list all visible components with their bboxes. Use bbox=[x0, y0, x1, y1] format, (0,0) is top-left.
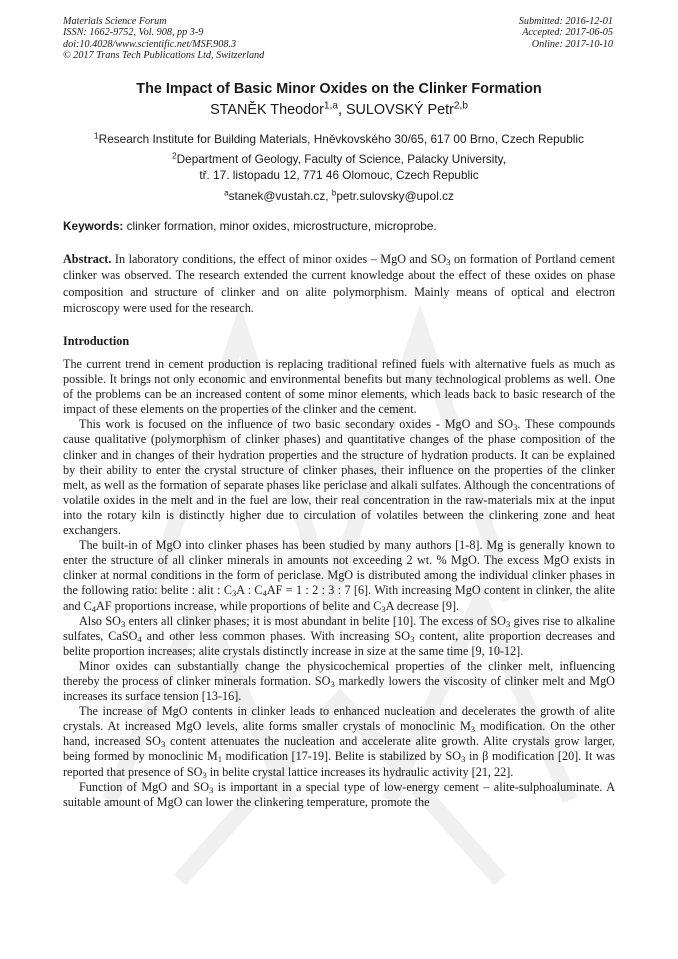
dates-header bbox=[519, 16, 613, 50]
text: Minor oxides can substantially change the physicochemical properties of the clinker melt, influencing thereby the process of clinker minerals formation. SO bbox=[63, 658, 615, 688]
authors bbox=[0, 102, 678, 118]
email-b: petr.sulovsky@upol.cz bbox=[336, 189, 454, 203]
subscript: 1 bbox=[217, 754, 222, 765]
text: Function of MgO and SO bbox=[79, 779, 210, 794]
author-2-sup: 2,b bbox=[453, 100, 468, 112]
affiliation-2-line2: tř. 17. listopadu 12, 771 46 Olomouc, Czech Republic bbox=[199, 168, 479, 182]
text: A decrease [9]. bbox=[385, 598, 460, 613]
author-1-sup: 1,a bbox=[323, 100, 338, 112]
text: in belite crystal lattice increases its hydraulic activity [21, 22]. bbox=[206, 764, 514, 779]
keywords-text: clinker formation, minor oxides, microstructure, microprobe. bbox=[123, 219, 437, 233]
subscript: 3 bbox=[202, 769, 207, 780]
keywords bbox=[63, 219, 615, 233]
text: enters all clinker phases; it is most abundant in belite [10]. The excess of SO bbox=[125, 613, 506, 628]
abstract-text: on formation of Portland cement clinker was observed. The research extended the current knowledge about the effect of these oxides on phase composition and structure of clinker and on alite polymorphism. Mainly means of optical and electron microscopy were used for the research. bbox=[63, 252, 615, 315]
text: . These compounds cause qualitative (polymorphism of clinker phases) and quantitative changes of the phase composition of the clinker and in changes of their hydration properties and the structure of hydration products. It can be explained by their ability to enter the crystal structure of clinker phases, their influence on the properties of the clinker melt, as well as the formation of separate phases like periclase and alkali sulfates. Although the concentrations of volatile oxides in the melt and in the fuel are low, their real concentration in the raw-materials mix at the input into the rotary kiln is distinctly higher due to circulation of volatiles between the clinkering zone and heat exchangers. bbox=[63, 417, 615, 538]
subscript: 3 bbox=[231, 588, 237, 599]
author-emails bbox=[0, 189, 678, 203]
text: gives rise to alkaline sulfates, CaSO bbox=[63, 613, 615, 643]
subscript: 3 bbox=[461, 754, 466, 765]
text: The increase of MgO contents in clinker leads to enhanced nucleation and decelerates the growth of alite crystals. At increased MgO levels, alite forms smaller crystals of monoclinic M bbox=[63, 704, 615, 734]
text: A : C bbox=[236, 583, 263, 598]
issn: ISSN: 1662-9752, Vol. 908, pp 3-9 bbox=[63, 27, 204, 39]
subscript: 3 bbox=[381, 603, 386, 614]
author-2: SULOVSKÝ Petr bbox=[345, 102, 454, 118]
subscript: 4 bbox=[262, 588, 267, 599]
paragraph-7 bbox=[63, 780, 615, 810]
subscript: 3 bbox=[160, 739, 166, 750]
text: content, alite proportion decreases and belite proportion increases; alite crystals distinctly increase in size at the same time [9, 10-12]. bbox=[63, 628, 615, 658]
submitted-date: Submitted: 2016-12-01 bbox=[518, 16, 613, 27]
text: This work is focused on the influence of two basic secondary oxides - MgO and SO bbox=[79, 417, 514, 432]
text: AF = 1 : 2 : 3 : 7 [6]. With increasing MgO content in clinker, the alite and C bbox=[63, 583, 615, 613]
affiliation-2-line1: Department of Geology, Faculty of Science, Palacky University, bbox=[176, 152, 506, 166]
text: AF proportions increase, while proportions of belite and C bbox=[96, 598, 382, 613]
doi: doi:10.4028/www.scientific.net/MSF.908.3 bbox=[63, 38, 237, 50]
author-1: STANĚK Theodor bbox=[210, 102, 324, 118]
copyright: © 2017 Trans Tech Publications Ltd, Switzerland bbox=[63, 49, 265, 61]
accepted-date: Accepted: 2017-06-05 bbox=[522, 27, 613, 39]
journal-header bbox=[63, 16, 264, 61]
affiliation-2 bbox=[0, 151, 678, 183]
subscript: 3 bbox=[120, 618, 126, 629]
affiliation-2-sup: 2 bbox=[172, 151, 177, 161]
text: markedly lowers the viscosity of clinker melt and MgO increases its surface tension [13-16]. bbox=[63, 673, 615, 704]
author-separator: , bbox=[337, 102, 346, 118]
paragraph-2 bbox=[63, 417, 615, 538]
paragraph-5 bbox=[63, 659, 615, 704]
subscript: 3 bbox=[209, 784, 214, 795]
paragraph-6 bbox=[63, 704, 615, 779]
paragraph-1: The current trend in cement production is replacing traditional refined fuels with alternative fuels as much as possible. It brings not only economic and environmental benefits but many technological problems as well. One of the problems can be an increased content of some minor elements, which leads back to basic research of the impact of these elements on the properties of the clinker and the cement. bbox=[63, 357, 615, 417]
paragraph-4 bbox=[63, 614, 615, 659]
text: Also SO bbox=[79, 613, 121, 628]
subscript: 3 bbox=[505, 618, 511, 629]
subscript: 3 bbox=[446, 257, 451, 268]
paragraph-3 bbox=[63, 538, 615, 613]
email-b-sup: b bbox=[331, 188, 337, 198]
text: The built-in of MgO into clinker phases has been studied by many authors [1-8]. Mg is generally known to enter the structure of all clinker minerals in amounts not exceeding 2 wt. % MgO. The excess MgO exists in clinker at normal conditions in the form of periclase. MgO is distributed among the individual clinker phases in the following ratio: belite : alit : C bbox=[63, 538, 615, 598]
paper-title: The Impact of Basic Minor Oxides on the Clinker Formation bbox=[136, 81, 542, 97]
text: modification [17-19]. Belite is stabilized by SO bbox=[221, 749, 462, 764]
text: is important in a special type of low-energy cement – alite-sulphoaluminate. A suitable amount of MgO can lower the clinkering temperature, promote the bbox=[63, 779, 615, 809]
keywords-label: Keywords: bbox=[63, 219, 124, 233]
email-a: stanek@vustah.cz, bbox=[228, 189, 332, 203]
affiliation-1-text: Research Institute for Building Materials, Hněvkovského 30/65, 617 00 Brno, Czech Republic bbox=[98, 132, 584, 146]
subscript: 3 bbox=[470, 724, 476, 735]
text: and other less common phases. With increasing SO bbox=[141, 628, 411, 643]
section-heading-introduction: Introduction bbox=[63, 334, 130, 348]
abstract-text: In laboratory conditions, the effect of minor oxides – MgO and SO bbox=[111, 252, 447, 266]
affiliation-1-sup: 1 bbox=[94, 131, 99, 141]
text: modification. On the other hand, increased SO bbox=[63, 719, 615, 749]
email-a-sup: a bbox=[224, 188, 229, 198]
text: content attenuates the nucleation and accelerate alite growth. Alite crystals grow larger, being formed by monoclinic M bbox=[63, 734, 615, 764]
subscript: 3 bbox=[330, 679, 335, 690]
abstract-label: Abstract. bbox=[63, 252, 112, 266]
subscript: 4 bbox=[91, 603, 97, 614]
text: in β modification [20]. It was reported that presence of SO bbox=[63, 749, 615, 779]
online-date: Online: 2017-10-10 bbox=[531, 38, 613, 50]
affiliation-1 bbox=[0, 131, 678, 147]
journal-name: Materials Science Forum bbox=[63, 16, 167, 27]
introduction-body bbox=[63, 357, 615, 810]
subscript: 3 bbox=[410, 633, 415, 644]
subscript: 3 bbox=[513, 422, 518, 433]
subscript: 4 bbox=[137, 633, 142, 644]
abstract bbox=[63, 251, 615, 316]
